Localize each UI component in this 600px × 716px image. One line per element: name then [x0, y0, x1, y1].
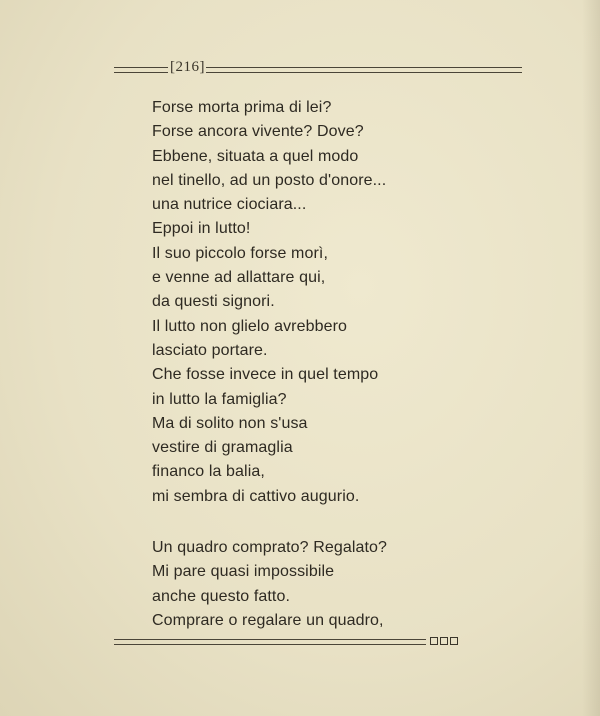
- poem-line: e venne ad allattare qui,: [152, 269, 326, 287]
- stanza-1: [152, 96, 412, 509]
- poem-line: financo la balia,: [152, 463, 265, 481]
- footer-rule: [114, 638, 426, 646]
- footer-rule-bars: [114, 639, 426, 645]
- poem-line: anche questo fatto.: [152, 587, 291, 605]
- ornament-square: [450, 637, 458, 645]
- footer-ornament: [430, 637, 458, 645]
- poem-line: Comprare o regalare un quadro,: [152, 611, 384, 629]
- poem-line: Forse morta prima di lei?: [152, 99, 332, 116]
- poem-line: vestire di gramaglia: [152, 439, 293, 457]
- poem-text: [152, 96, 412, 633]
- poem-line: una nutrice ciociara...: [152, 196, 307, 214]
- stanza-2: [152, 536, 412, 633]
- poem-line: Il lutto non glielo avrebbero: [152, 317, 348, 335]
- poem-line: Il suo piccolo forse morì,: [152, 244, 328, 262]
- poem-line: nel tinello, ad un posto d'onore...: [152, 171, 387, 189]
- page-number: [216]: [170, 59, 205, 75]
- page-edge-shadow: [582, 0, 600, 716]
- header-rule-left: [114, 67, 168, 73]
- poem-line: da questi signori.: [152, 293, 275, 311]
- poem-line: Forse ancora vivente? Dove?: [152, 123, 364, 141]
- poem-line: Mi pare quasi impossibile: [152, 563, 335, 581]
- poem-line: Ebbene, situata a quel modo: [152, 147, 359, 165]
- poem-line: Eppoi in lutto!: [152, 220, 251, 238]
- ornament-square: [440, 637, 448, 645]
- poem-line: lasciato portare.: [152, 341, 268, 359]
- ornament-square: [430, 637, 438, 645]
- header-rule-right: [206, 67, 522, 73]
- poem-line: Un quadro comprato? Regalato?: [152, 539, 388, 557]
- poem-line: Che fosse invece in quel tempo: [152, 366, 379, 384]
- stanza-break: [152, 509, 412, 536]
- poem-line: in lutto la famiglia?: [152, 390, 287, 408]
- poem-line: mi sembra di cattivo augurio.: [152, 487, 360, 505]
- page-header: [114, 59, 522, 76]
- poem-line: Ma di solito non s'usa: [152, 414, 308, 432]
